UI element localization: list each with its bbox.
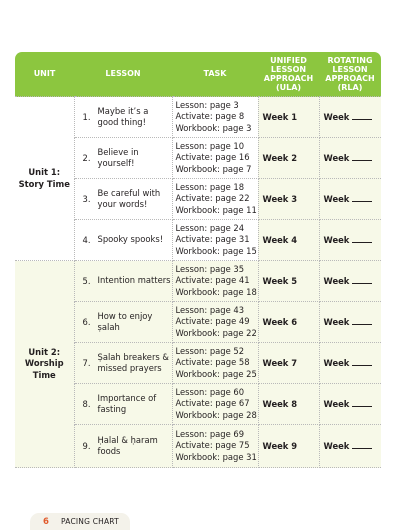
- task-line: Workbook: page 11: [175, 204, 257, 215]
- task-line: Workbook: page 15: [175, 245, 257, 256]
- task-line: Workbook: page 18: [175, 286, 257, 297]
- lesson-title: Intention matters: [97, 275, 171, 286]
- task-line: Activate: page 41: [175, 275, 250, 286]
- lesson-title: Ḥalal & ḥaram foods: [97, 434, 158, 456]
- page-number: 6: [43, 516, 49, 527]
- task-line: Activate: page 22: [175, 193, 250, 204]
- footer-tab: [30, 513, 130, 530]
- task-cell: [172, 179, 258, 220]
- lesson-number: 1.: [82, 112, 91, 122]
- ula-week-cell: Week 9: [258, 425, 319, 468]
- lesson-number: 8.: [82, 399, 91, 409]
- write-in-blank[interactable]: [352, 358, 372, 366]
- unit-cell: Unit 2: Worship Time: [15, 261, 74, 468]
- rla-week-cell: [319, 425, 381, 468]
- lesson-number: 3.: [82, 194, 91, 204]
- header-unit: UNIT: [15, 52, 74, 97]
- footer-label: PACING CHART: [61, 517, 119, 526]
- ula-week-cell: Week 1: [258, 97, 319, 138]
- task-line: Lesson: page 52: [175, 346, 245, 357]
- task-cell: [172, 302, 258, 343]
- table-body: [15, 97, 381, 468]
- lesson-cell: [74, 138, 172, 179]
- task-line: Workbook: page 31: [175, 451, 257, 462]
- ula-week-cell: Week 6: [258, 302, 319, 343]
- task-line: Activate: page 16: [175, 152, 250, 163]
- task-line: Lesson: page 10: [175, 141, 245, 152]
- ula-week-cell: Week 7: [258, 343, 319, 384]
- rla-week-cell: [319, 302, 381, 343]
- lesson-number: 2.: [82, 153, 91, 163]
- lesson-cell: [74, 220, 172, 261]
- header-task: TASK: [172, 52, 258, 97]
- lesson-cell: [74, 302, 172, 343]
- lesson-title: Maybe it’s a good thing!: [97, 105, 149, 127]
- unit-cell: Unit 1: Story Time: [15, 97, 74, 261]
- task-cell: [172, 261, 258, 302]
- rla-week-cell: [319, 97, 381, 138]
- ula-week-cell: Week 2: [258, 138, 319, 179]
- lesson-cell: [74, 343, 172, 384]
- write-in-blank[interactable]: [352, 317, 372, 325]
- task-line: Workbook: page 25: [175, 368, 257, 379]
- task-line: Activate: page 8: [175, 111, 245, 122]
- ula-week-cell: Week 5: [258, 261, 319, 302]
- rla-week-cell: [319, 343, 381, 384]
- task-cell: [172, 343, 258, 384]
- lesson-number: 5.: [82, 276, 91, 286]
- task-line: Lesson: page 43: [175, 305, 245, 316]
- rla-week-label: Week: [323, 276, 350, 286]
- rla-week-cell: [319, 179, 381, 220]
- rla-week-label: Week: [323, 441, 350, 451]
- lesson-number: 7.: [82, 358, 91, 368]
- lesson-title: Believe in yourself!: [97, 146, 139, 168]
- lesson-cell: [74, 179, 172, 220]
- lesson-title: Ṣalah breakers & missed prayers: [97, 351, 169, 373]
- task-line: Lesson: page 69: [175, 429, 245, 440]
- write-in-blank[interactable]: [352, 194, 372, 202]
- task-line: Activate: page 31: [175, 234, 250, 245]
- lesson-number: 9.: [82, 441, 91, 451]
- rla-week-label: Week: [323, 112, 350, 122]
- write-in-blank[interactable]: [352, 441, 372, 449]
- task-line: Workbook: page 22: [175, 327, 257, 338]
- rla-week-label: Week: [323, 194, 350, 204]
- lesson-title: Importance of fasting: [97, 392, 157, 414]
- write-in-blank[interactable]: [352, 235, 372, 243]
- task-line: Lesson: page 3: [175, 100, 239, 111]
- write-in-blank[interactable]: [352, 153, 372, 161]
- header-rla: ROTATING LESSON APPROACH (RLA): [319, 52, 381, 97]
- task-line: Activate: page 49: [175, 316, 250, 327]
- header-row: [15, 52, 381, 97]
- header-ula: UNIFIED LESSON APPROACH (ULA): [258, 52, 319, 97]
- rla-week-cell: [319, 261, 381, 302]
- task-cell: [172, 138, 258, 179]
- rla-week-label: Week: [323, 317, 350, 327]
- write-in-blank[interactable]: [352, 112, 372, 120]
- task-line: Lesson: page 60: [175, 387, 245, 398]
- lesson-cell: [74, 425, 172, 468]
- lesson-cell: [74, 384, 172, 425]
- rla-week-cell: [319, 138, 381, 179]
- task-line: Activate: page 67: [175, 398, 250, 409]
- rla-week-label: Week: [323, 399, 350, 409]
- write-in-blank[interactable]: [352, 399, 372, 407]
- write-in-blank[interactable]: [352, 276, 372, 284]
- task-line: Workbook: page 7: [175, 163, 252, 174]
- ula-week-cell: Week 3: [258, 179, 319, 220]
- ula-week-cell: Week 4: [258, 220, 319, 261]
- table-row: [15, 261, 381, 302]
- rla-week-label: Week: [323, 235, 350, 245]
- lesson-title: Be careful with your words!: [97, 187, 161, 209]
- rla-week-cell: [319, 220, 381, 261]
- task-cell: [172, 384, 258, 425]
- task-line: Lesson: page 35: [175, 264, 245, 275]
- header-lesson: LESSON: [74, 52, 172, 97]
- lesson-number: 6.: [82, 317, 91, 327]
- pacing-chart-table: [15, 52, 381, 468]
- task-line: Activate: page 58: [175, 357, 250, 368]
- lesson-number: 4.: [82, 235, 91, 245]
- ula-week-cell: Week 8: [258, 384, 319, 425]
- lesson-title: How to enjoy ṣalah: [97, 310, 153, 332]
- lesson-cell: [74, 261, 172, 302]
- task-line: Lesson: page 18: [175, 182, 245, 193]
- task-line: Activate: page 75: [175, 440, 250, 451]
- task-line: Workbook: page 3: [175, 122, 252, 133]
- rla-week-cell: [319, 384, 381, 425]
- table-row: [15, 97, 381, 138]
- task-cell: [172, 220, 258, 261]
- rla-week-label: Week: [323, 358, 350, 368]
- task-cell: [172, 425, 258, 468]
- lesson-title: Spooky spooks!: [97, 234, 164, 245]
- task-line: Lesson: page 24: [175, 223, 245, 234]
- task-line: Workbook: page 28: [175, 409, 257, 420]
- rla-week-label: Week: [323, 153, 350, 163]
- task-cell: [172, 97, 258, 138]
- lesson-cell: [74, 97, 172, 138]
